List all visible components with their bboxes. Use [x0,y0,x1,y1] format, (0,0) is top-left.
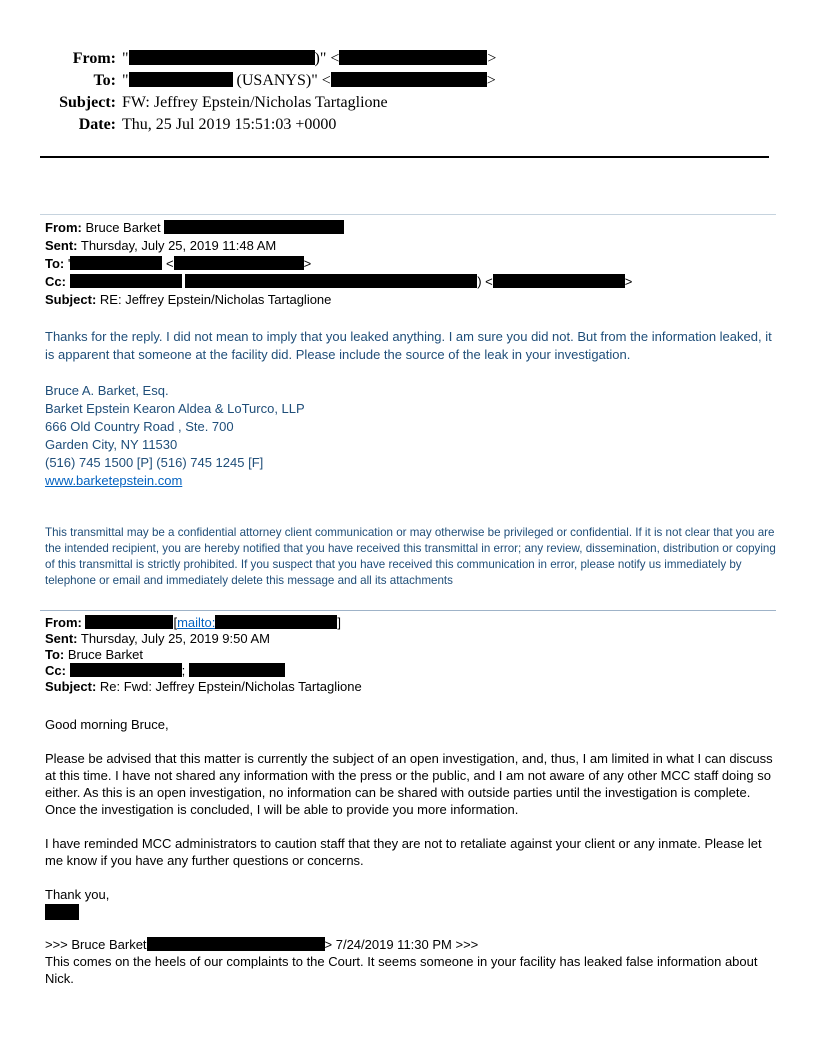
redaction [189,663,285,677]
header-to-row: To: " (USANYS)" < > [40,70,496,92]
quoted-body: This comes on the heels of our complaints to the Court. It seems someone in your facility has leaked false information about Nick. [45,954,758,986]
header-from-row: From: " )" < > [40,48,496,70]
m1-cc-row: Cc: ) < > [45,274,633,289]
signature-address-line2: Garden City, NY 11530 [45,437,178,452]
m2-greeting: Good morning Bruce, [45,717,169,732]
m2-cc-row: Cc: ; [45,663,775,679]
redaction [185,274,477,288]
m2-sent: Thursday, July 25, 2019 9:50 AM [80,631,270,646]
signature-address-line1: 666 Old Country Road , Ste. 700 [45,419,234,434]
signature-phones: (516) 745 1500 [P] (516) 745 1245 [F] [45,455,264,470]
m1-sent: Thursday, July 25, 2019 11:48 AM [80,238,277,253]
redaction [129,72,233,87]
header-subject-row [40,92,496,114]
signature-block [45,382,305,490]
quoted-header: >>> Bruce Barket > 7/24/2019 11:30 PM >>> [45,937,479,952]
quoted-message [45,936,780,987]
m1-to-row: To: ' < > [45,256,312,271]
website-link[interactable]: www.barketepstein.com [45,473,183,488]
confidentiality-disclaimer: This transmittal may be a confidential attorney client communication or may otherwise be privileged or confidential. If it is not clear that you are the intended recipient, you are hereby notified that you have received this transmittal in error; any review, dissemination, distribution or copying of this transmittal is strictly prohibited. If you suspect that you have received this communication in error, please notify us immediately by telephone or email and immediately delete this message and all its attachments [45,526,776,587]
m2-subject-row: Subject: Re: Fwd: Jeffrey Epstein/Nicholas Tartaglione [45,679,362,694]
email-header [40,48,496,136]
m1-subject: RE: Jeffrey Epstein/Nicholas Tartaglione [99,292,332,307]
header-date: Thu, 25 Jul 2019 15:51:03 +0000 [122,116,337,133]
message2-header [45,615,775,695]
header-to-org: (USANYS)" < [232,72,331,89]
signature-firm: Barket Epstein Kearon Aldea & LoTurco, LLP [45,401,305,416]
redaction [164,220,344,234]
redaction [70,274,182,288]
m1-from-row: From: Bruce Barket [45,219,775,237]
m1-from-name: Bruce Barket [85,220,161,235]
message-divider [40,214,776,215]
m2-closing: Thank you, [45,887,110,902]
redaction [339,50,487,65]
m2-to-row: To: Bruce Barket [45,647,144,662]
m1-sent-row: Sent: Thursday, July 25, 2019 11:48 AM [45,238,277,253]
m2-subject: Re: Fwd: Jeffrey Epstein/Nicholas Tartaglione [99,679,362,694]
header-subject: FW: Jeffrey Epstein/Nicholas Tartaglione [122,94,388,111]
redaction [45,904,79,920]
redaction [174,256,304,270]
m1-subject-row: Subject: RE: Jeffrey Epstein/Nicholas Tartaglione [45,292,332,307]
redaction [70,663,182,677]
m2-from-row: From: [mailto: ] [45,615,342,630]
mailto-link[interactable]: mailto: [177,615,216,630]
m2-to: Bruce Barket [67,647,144,662]
m2-paragraph: Please be advised that this matter is currently the subject of an open investigation, and, thus, I am limited in what I can discuss at this time. I have not shared any information with the press or the public, and I am not aware of any other MCC staff doing so either. As this is an open investigation, no information can be shared with outside parties until the investigation is complete. Once the investigation is concluded, I will be able to provide you more information. [45,751,773,817]
redaction [215,615,337,629]
m2-paragraph: I have reminded MCC administrators to caution staff that they are not to retaliate against your client or any inmate. Please let me know if you have any further questions or concerns. [45,836,762,868]
header-subject-label: Subject: [59,94,116,111]
redaction [493,274,625,288]
redaction [331,72,487,87]
redaction [147,937,325,951]
signature-name: Bruce A. Barket, Esq. [45,383,169,398]
header-from-label: From: [72,50,116,67]
redaction [70,256,162,270]
message1-header [45,219,775,309]
redaction [129,50,315,65]
m2-sent-row: Sent: Thursday, July 25, 2019 9:50 AM [45,631,270,646]
m2-body [45,716,780,922]
header-date-row [40,114,496,136]
message-divider [40,610,776,611]
header-divider [40,156,769,158]
header-date-label: Date: [78,116,116,133]
header-to-label: To: [93,72,116,89]
redaction [85,615,173,629]
m1-body: Thanks for the reply. I did not mean to imply that you leaked anything. I am sure you did not. But from the information leaked, it is apparent that someone at the facility did. Please include the source of the leak in your investigation. [45,329,772,362]
